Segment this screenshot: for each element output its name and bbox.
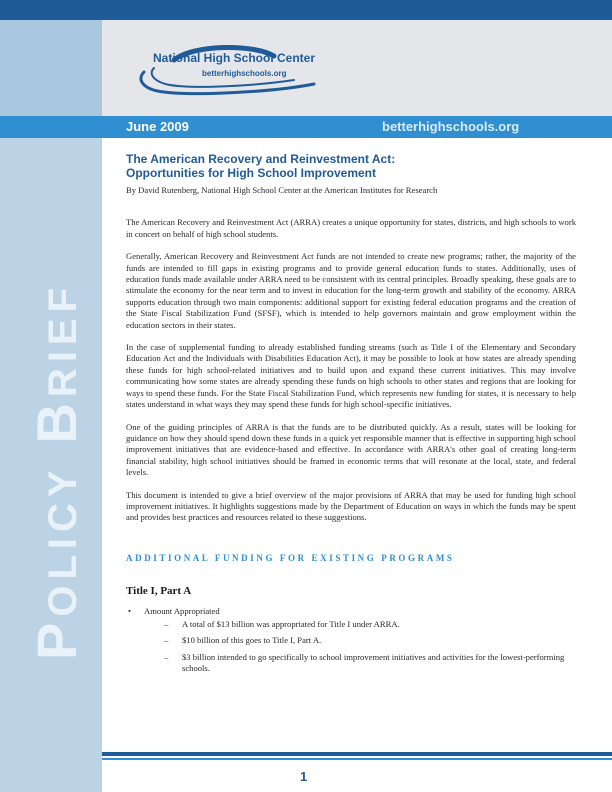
- title-line-2: Opportunities for High School Improvement: [126, 166, 377, 180]
- document-title: [126, 152, 576, 180]
- title-rest-rief: RIEF: [41, 281, 85, 398]
- dateline-bar: [0, 116, 612, 138]
- bullet-item: [126, 606, 576, 675]
- dash-list: [144, 619, 576, 675]
- policy-brief-vertical-title: [24, 282, 89, 660]
- paragraph: Generally, American Recovery and Reinvestment Act funds are not intended to create new programs; rather, the majority of the funds are intended to fill gaps in existing programs and to provide general education funds to states. Additionally, uses of education funds made available under ARRA need to be consistent with its central principles. Broadly speaking, these goals are to stimulate the economy for the near term and to invest in education for the long-term growth and stability of the economy. ARRA supports education through two main components: additional support for existing federal education programs and the creation of the State Fiscal Stabilization Fund (SFSF), which is intended to help governors maintain and grow employment within the education sectors in their states.: [126, 251, 576, 330]
- top-band: [0, 0, 612, 20]
- logo-url: betterhighschools.org: [202, 69, 287, 78]
- page-number: 1: [300, 769, 308, 784]
- section-heading: ADDITIONAL FUNDING FOR EXISTING PROGRAMS: [126, 552, 455, 563]
- paragraph: This document is intended to give a brief overview of the major provisions of ARRA that may be used for funding high school improvement initiatives. It highlights suggestions made by the Department of Education on ways in which the funds may be spent and provides best practices and resources related to these suggestions.: [126, 489, 576, 523]
- title-initial-p: P: [25, 616, 88, 660]
- paragraph: The American Recovery and Reinvestment Act (ARRA) creates a unique opportunity for states, districts, and high schools to work in concert on behalf of high school students.: [126, 217, 576, 239]
- footer-rule-thin: [102, 758, 612, 760]
- byline: By David Rutenberg, National High School Center at the American Institutes for Research: [126, 185, 438, 195]
- paragraph: In the case of supplemental funding to already established funding streams (such as Title I of the Elementary and Secondary Education Act and the Individuals with Disabilities Education Act), it may be possible to look at how states are already spending these funds for high school-related initiatives and to build upon and expand these current initiatives. This may involve communicating how some states are already spending these funds on high schools to other states and regions that are looking for ways to spend these funds. For the State Fiscal Stabilization Fund, which represents new funding for states, it is necessary to help states understand in what ways they may spend these funds for high school-specific initiatives.: [126, 342, 576, 410]
- title-rest-olicy: OLICY: [41, 464, 85, 617]
- bullet-text: Amount Appropriated: [144, 605, 220, 616]
- title-initial-b: B: [25, 397, 88, 444]
- title-line-1: The American Recovery and Reinvestment Act:: [126, 152, 396, 166]
- footer-rule: [102, 752, 612, 756]
- subsection-heading: Title I, Part A: [126, 585, 192, 598]
- website-link[interactable]: betterhighschools.org: [382, 119, 520, 134]
- dash-item: – $10 billion of this goes to Title I, Part A.: [144, 635, 576, 646]
- sidebar-strip: [0, 20, 102, 116]
- publication-date: June 2009: [126, 119, 189, 134]
- dash-item: – $3 billion intended to go specifically to school improvement initiatives and activities for the lowest-performing schools.: [144, 652, 576, 675]
- logo-name: National High School Center: [153, 51, 316, 65]
- document-body: [126, 152, 576, 680]
- paragraph: One of the guiding principles of ARRA is that the funds are to be distributed quickly. As a result, states will be looking for guidance on how they should spend down these funds in a quick yet responsible manner that is effective in supporting high school improvement initiatives that are evidence-based and effective. In accordance with ARRA's other goal of creating long-term financial stability, high school initiatives should be framed in economic terms that will resonate at the local, state, and federal levels.: [126, 421, 576, 478]
- bullet-list: [126, 606, 576, 675]
- header: [102, 20, 612, 116]
- dash-item: – A total of $13 billion was appropriated for Title I under ARRA.: [144, 619, 576, 630]
